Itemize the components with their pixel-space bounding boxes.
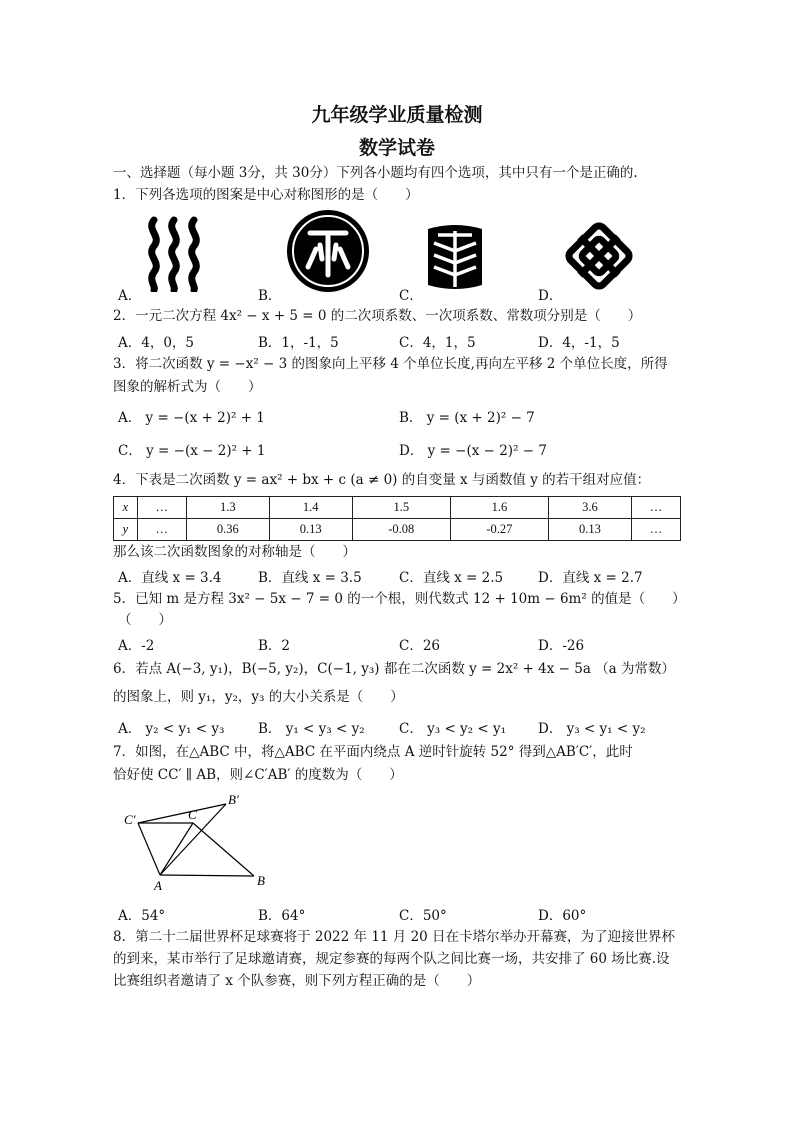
q3-stem-line2: 图象的解析式为（ ） <box>113 379 262 395</box>
segment-a-c <box>160 823 193 875</box>
table-cell: y <box>114 519 138 541</box>
q7-stem-line1: 7．如图，在△ABC 中，将△ABC 在平面内绕点 A 逆时针旋转 52° 得到△AB′C′，此时 <box>113 744 633 760</box>
q1-option-d[interactable]: D． <box>538 288 563 304</box>
q3-option-a[interactable]: A． y = −(x + 2)² + 1 <box>118 410 265 426</box>
segment-c-b <box>193 823 254 876</box>
knot-emblem-icon <box>562 219 636 293</box>
q6-option-c[interactable]: C． y₃ < y₂ < y₁ <box>399 721 507 737</box>
q4-option-c[interactable]: C．直线 x = 2.5 <box>399 570 504 586</box>
q2-option-c[interactable]: C．4，1，5 <box>399 335 476 351</box>
q6-option-b[interactable]: B． y₁ < y₃ < y₂ <box>258 721 365 737</box>
table-cell: 0.13 <box>269 519 352 541</box>
round-seal-icon <box>286 209 370 293</box>
section-heading: 一、选择题（每小题 3分，共 30分）下列各小题均有四个选项，其中只有一个是正确的. <box>113 165 638 181</box>
q5-option-c[interactable]: C．26 <box>399 638 441 654</box>
segment-cprime-bprime <box>138 804 226 823</box>
q1-option-c[interactable]: C． <box>399 288 423 304</box>
table-row <box>114 519 681 541</box>
table-cell: 1.5 <box>352 497 450 519</box>
q6-stem-line1: 6．若点 A(−3, y₁)，B(−5, y₂)，C(−1, y₃) 都在二次函数 y = 2x² + 4x − 5a （a 为常数） <box>113 661 676 677</box>
table-cell: … <box>631 497 680 519</box>
rotation-triangle-figure <box>118 790 278 896</box>
label-bprime: B′ <box>228 792 239 807</box>
label-c: C <box>188 807 197 822</box>
q4-option-a[interactable]: A．直线 x = 3.4 <box>118 570 222 586</box>
label-cprime: C′ <box>124 812 136 827</box>
q5-stem: 5．已知 m 是方程 3x² − 5x − 7 = 0 的一个根，则代数式 12 + 10m − 6m² 的值是（ ） <box>113 591 686 607</box>
q4-stem: 4．下表是二次函数 y = ax² + bx + c (a ≠ 0) 的自变量 x 与函数值 y 的若干组对应值： <box>113 472 651 488</box>
table-cell: 0.13 <box>548 519 631 541</box>
q7-option-a[interactable]: A．54° <box>118 908 166 924</box>
q2-option-a[interactable]: A．4，0，5 <box>118 335 195 351</box>
q6-option-a[interactable]: A． y₂ < y₁ < y₃ <box>118 721 225 737</box>
q5-option-b[interactable]: B．2 <box>258 638 291 654</box>
q8-line3: 比赛组织者邀请了 x 个队参赛，则下列方程正确的是（ ） <box>113 973 481 989</box>
q3-option-c[interactable]: C． y = −(x − 2)² + 1 <box>118 443 266 459</box>
tree-emblem-icon <box>424 221 486 293</box>
q2-stem: 2．一元二次方程 4x² − x + 5 = 0 的二次项系数、一次项系数、常数项分别是（ ） <box>113 308 642 324</box>
q7-option-d[interactable]: D．60° <box>538 908 587 924</box>
q2-option-d[interactable]: D．4，-1，5 <box>538 335 620 351</box>
table-cell: -0.08 <box>352 519 450 541</box>
wavy-pattern-icon <box>140 214 210 292</box>
q1-option-a[interactable]: A． <box>118 288 142 304</box>
table-cell: 1.3 <box>186 497 269 519</box>
segment-cprime-a <box>138 823 160 875</box>
table-cell: … <box>631 519 680 541</box>
table-row <box>114 497 681 519</box>
q6-stem-line2: 的图象上，则 y₁，y₂，y₃ 的大小关系是（ ） <box>113 689 404 705</box>
page-subtitle: 数学试卷 <box>358 137 435 159</box>
label-b: B <box>257 873 265 888</box>
q2-option-b[interactable]: B．1，-1，5 <box>258 335 339 351</box>
q3-stem-line1: 3．将二次函数 y = −x² − 3 的图象向上平移 4 个单位长度,再向左平移 2 个单位长度，所得 <box>113 356 668 372</box>
table-cell: … <box>137 497 186 519</box>
table-cell: x <box>114 497 138 519</box>
segment-a-b <box>160 875 254 876</box>
q4-value-table <box>113 496 681 541</box>
table-cell: … <box>137 519 186 541</box>
table-cell: 3.6 <box>548 497 631 519</box>
table-cell: 0.36 <box>186 519 269 541</box>
label-a: A <box>154 878 162 893</box>
q7-option-b[interactable]: B．64° <box>258 908 306 924</box>
q4-option-b[interactable]: B．直线 x = 3.5 <box>258 570 362 586</box>
q6-option-d[interactable]: D． y₃ < y₁ < y₂ <box>538 721 646 737</box>
q3-option-b[interactable]: B． y = (x + 2)² − 7 <box>399 410 535 426</box>
q5-option-a[interactable]: A．-2 <box>118 638 155 654</box>
q3-option-d[interactable]: D． y = −(x − 2)² − 7 <box>399 443 547 459</box>
q5-option-d[interactable]: D．-26 <box>538 638 585 654</box>
q1-stem: 1．下列各选项的图案是中心对称图形的是（ ） <box>113 187 419 203</box>
q5-stem-line2: （ ） <box>118 612 172 628</box>
page-title: 九年级学业质量检测 <box>311 104 483 126</box>
q8-line1: 8．第二十二届世界杯足球赛将于 2022 年 11 月 20 日在卡塔尔举办开幕赛，为了迎接世界杯 <box>113 929 676 945</box>
q8-line2: 的到来，某市举行了足球邀请赛，规定参赛的每两个队之间比赛一场，共安排了 60 场比赛.设 <box>113 951 670 967</box>
q1-option-b[interactable]: B． <box>258 288 282 304</box>
q4-option-d[interactable]: D．直线 x = 2.7 <box>538 570 643 586</box>
table-cell: 1.6 <box>450 497 548 519</box>
q7-stem-line2: 恰好使 CC′ ∥ AB，则∠C′AB′ 的度数为（ ） <box>113 767 403 783</box>
table-cell: -0.27 <box>450 519 548 541</box>
q4-followup: 那么该二次函数图象的对称轴是（ ） <box>113 544 356 560</box>
q7-option-c[interactable]: C．50° <box>399 908 447 924</box>
table-cell: 1.4 <box>269 497 352 519</box>
